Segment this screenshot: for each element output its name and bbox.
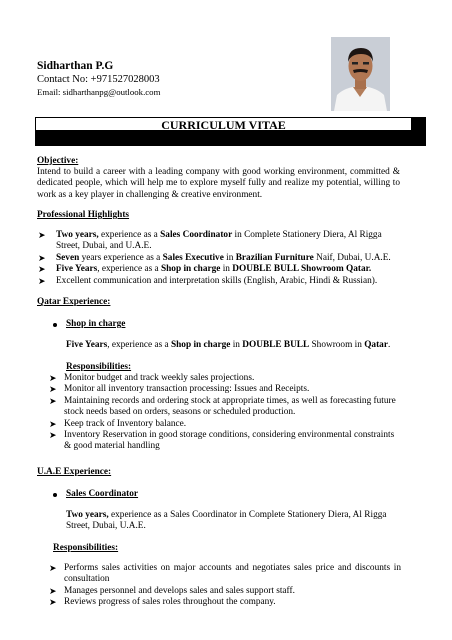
highlights-list <box>37 230 407 287</box>
arrow-bullet-icon: ➤ <box>49 430 57 441</box>
profile-photo <box>331 37 390 111</box>
list-item: ➤ Performs sales activities on major accounts and negotiates sales price and discounts in consultation <box>49 563 401 585</box>
arrow-bullet-icon: ➤ <box>38 264 46 275</box>
objective-heading: Objective: <box>37 156 79 166</box>
arrow-bullet-icon: ➤ <box>49 563 57 573</box>
qatar-summary: Five Years, experience as a Shop in charge in DOUBLE BULL Showroom in Qatar. <box>66 340 391 350</box>
list-item: ➤ Seven years experience as a Sales Executive in Brazilian Furniture Naif, Dubai, U.A.E. <box>38 252 391 263</box>
round-bullet-icon <box>53 323 57 327</box>
uae-experience-heading: U.A.E Experience: <box>37 467 112 477</box>
list-item: ➤ Monitor all inventory transaction processing: Issues and Receipts. <box>49 384 310 395</box>
title-banner-shadow <box>412 117 426 132</box>
list-item: ➤ Maintaining records and ordering stock at appropriate times, as well as forecasting future stock needs based on orders, seasons or scheduled production. <box>49 395 396 418</box>
arrow-bullet-icon: ➤ <box>49 373 57 383</box>
title-banner-bar <box>35 131 426 146</box>
list-item: ➤ Five Years, experience as a Shop in charge in DOUBLE BULL Showroom Qatar. <box>38 264 372 275</box>
list-item: ➤ Excellent communication and interpretation skills (English, Arabic, Hindi & Russian). <box>38 275 378 286</box>
contact-number: Contact No: +971527028003 <box>37 74 160 85</box>
uae-responsibilities-heading: Responsibilities: <box>53 543 119 553</box>
qatar-responsibilities-list <box>49 373 401 453</box>
document-title: CURRICULUM VITAE <box>35 117 412 131</box>
arrow-bullet-icon: ➤ <box>38 230 46 240</box>
candidate-name: Sidharthan P.G <box>37 60 114 72</box>
objective-text: Intend to build a career with a leading company with good working environment, committed & dedicated people, which will help me to explore myself fully and realize my potential, willing to work as a key player in challenging & creative environment. <box>37 167 400 200</box>
qatar-responsibilities-heading: Responsibilities: <box>66 362 132 372</box>
list-item: ➤ Monitor budget and track weekly sales projections. <box>49 373 255 383</box>
arrow-bullet-icon: ➤ <box>38 275 46 286</box>
arrow-bullet-icon: ➤ <box>38 252 46 263</box>
arrow-bullet-icon: ➤ <box>49 597 57 608</box>
highlights-heading: Professional Highlights <box>37 210 130 220</box>
list-item: ➤ Keep track of Inventory balance. <box>49 418 187 429</box>
list-item: ➤ Reviews progress of sales roles throughout the company. <box>49 597 276 608</box>
uae-responsibilities-list <box>49 563 401 609</box>
list-item: ➤ Inventory Reservation in good storage conditions, considering environmental constraints & good material handling <box>49 430 395 452</box>
round-bullet-icon <box>53 493 57 497</box>
arrow-bullet-icon: ➤ <box>49 418 57 429</box>
list-item: ➤ Two years, experience as a Sales Coordinator in Complete Stationery Diera, Al Rigga Street, Dubai, and U.A.E. <box>38 230 382 252</box>
qatar-experience-heading: Qatar Experience: <box>37 297 111 307</box>
arrow-bullet-icon: ➤ <box>49 384 57 395</box>
arrow-bullet-icon: ➤ <box>49 585 57 596</box>
email-address: Email: sidharthanpg@outlook.com <box>37 87 161 97</box>
list-item: ➤ Manages personnel and develops sales and sales support staff. <box>49 585 295 596</box>
uae-role: Sales Coordinator <box>66 489 139 499</box>
arrow-bullet-icon: ➤ <box>49 395 57 406</box>
qatar-role: Shop in charge <box>66 319 126 329</box>
uae-summary: Two years, experience as a Sales Coordinator in Complete Stationery Diera, Al Rigga Street, Dubai, U.A.E. <box>66 510 387 532</box>
